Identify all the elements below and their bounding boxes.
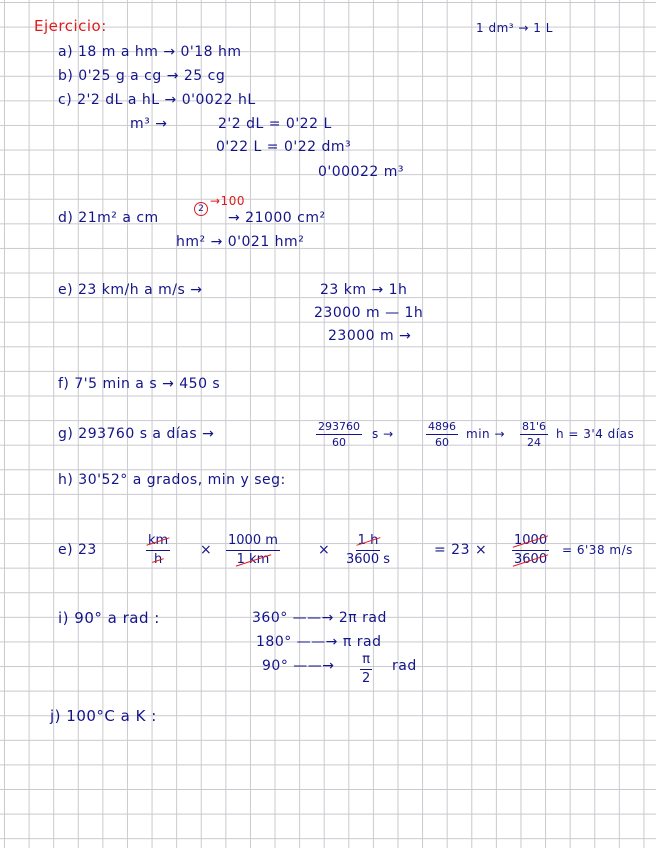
conversion-note: 1 dm³ → 1 L	[476, 21, 553, 35]
item-g-result: h = 3'4 días	[556, 427, 635, 441]
item-e2-fraction-1-den: h	[153, 552, 163, 567]
item-f: f) 7'5 min a s → 450 s	[58, 376, 221, 392]
item-g-fraction-1	[316, 420, 362, 449]
item-j: j) 100°C a K :	[50, 707, 157, 725]
item-g-fraction-3	[520, 420, 548, 449]
item-g-fraction-2	[426, 420, 458, 449]
item-i-unit: rad	[392, 658, 417, 674]
item-g-fraction-2-den: 60	[435, 436, 449, 449]
item-e2-label: e) 23	[58, 542, 97, 558]
item-e2-fraction-3-num: 1 h	[357, 533, 379, 548]
item-i: i) 90° a rad :	[58, 609, 160, 627]
item-d-circled-exponent: 2	[194, 202, 208, 216]
item-d-hm: hm² → 0'021 hm²	[176, 234, 305, 250]
item-a: a) 18 m a hm → 0'18 hm	[58, 44, 242, 60]
item-e2-fraction-4-num: 1000	[514, 533, 548, 548]
item-e-row1: 23 km → 1h	[320, 282, 408, 298]
item-h: h) 30'52° a grados, min y seg:	[58, 472, 286, 488]
item-e2-times-1: ×	[200, 542, 213, 558]
item-i-fraction	[360, 652, 372, 687]
item-e2-fraction-1-num: km	[148, 533, 169, 548]
item-g-fraction-1-den: 60	[332, 436, 346, 449]
item-e2-fraction-2-num: 1000 m	[226, 533, 280, 551]
item-d: d) 21m² a cm	[58, 210, 159, 226]
exercise-title: Ejercicio:	[34, 17, 107, 35]
item-e-row2: 23000 m — 1h	[314, 305, 424, 321]
item-i-line2: 180° ——→ π rad	[256, 634, 382, 650]
item-e2-fraction-3-den: 3600 s	[346, 552, 390, 567]
item-g-fraction-2-num: 4896	[428, 420, 456, 433]
item-i-fraction-den: 2	[362, 671, 371, 686]
item-e2-fraction-4	[512, 533, 549, 568]
item-e2-fraction-1	[146, 533, 170, 568]
item-g: g) 293760 s a días →	[58, 426, 215, 442]
item-d-note: →100	[210, 194, 245, 208]
item-e2-fraction-3	[344, 533, 392, 568]
item-e2-fraction-2-den: 1 km	[236, 552, 270, 567]
item-c: c) 2'2 dL a hL → 0'0022 hL	[58, 92, 256, 108]
item-e2-equals: = 23 ×	[434, 542, 488, 558]
item-e2-fraction-2	[226, 533, 280, 568]
item-g-fraction-3-den: 24	[527, 436, 542, 449]
item-i-line1: 360° ——→ 2π rad	[252, 610, 387, 626]
item-e2-times-2: ×	[318, 542, 331, 558]
item-e2-result: = 6'38 m/s	[562, 543, 633, 557]
item-c-m3: m³ →	[130, 116, 168, 132]
item-c-line2: 0'22 L = 0'22 dm³	[216, 139, 352, 155]
item-e: e) 23 km/h a m/s →	[58, 282, 203, 298]
item-c-line1: 2'2 dL = 0'22 L	[218, 116, 332, 132]
item-e-row3: 23000 m →	[328, 328, 412, 344]
item-d-result: → 21000 cm²	[228, 210, 326, 226]
item-g-fraction-1-num: 293760	[318, 420, 360, 433]
item-g-seconds: s →	[372, 427, 394, 441]
item-c-line3: 0'00022 m³	[318, 164, 404, 180]
item-i-fraction-num: π	[360, 652, 372, 670]
item-e2-fraction-4-den: 3600	[514, 552, 548, 567]
item-i-line3: 90° ——→	[262, 658, 335, 674]
item-g-fraction-3-num: 81'6	[522, 420, 547, 433]
item-b: b) 0'25 g a cg → 25 cg	[58, 68, 226, 84]
item-g-minutes: min →	[466, 427, 505, 441]
